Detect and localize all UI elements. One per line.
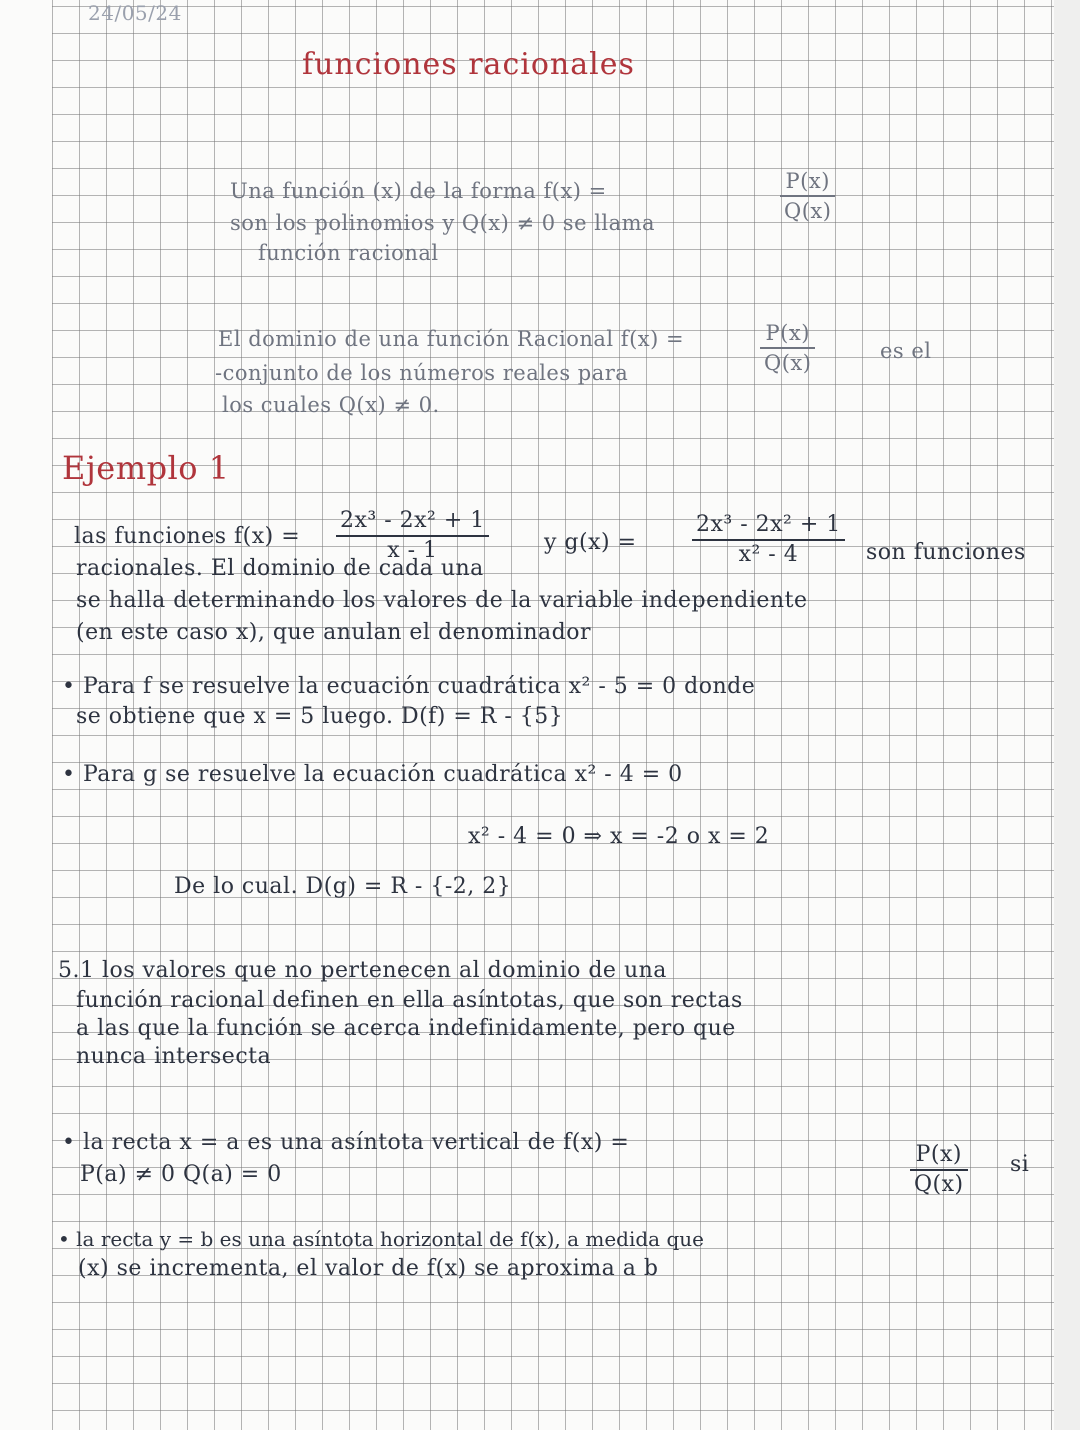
domain-fraction-denominator: Q(x) <box>764 351 812 375</box>
domain-line-2: -conjunto de los números reales para <box>215 361 629 385</box>
vertical-fraction-numerator: P(x) <box>910 1142 968 1171</box>
definition-fraction-denominator: Q(x) <box>784 199 832 223</box>
example-line-3: se halla determinando los valores de la variable independiente <box>76 588 808 613</box>
example-line-1: las funciones f(x) = <box>74 524 301 549</box>
horizontal-asymptote-line-1: • la recta y = b es una asíntota horizontal de f(x), a medida que <box>58 1227 704 1251</box>
g-numerator: 2x³ - 2x² + 1 <box>692 512 845 541</box>
example-mid: y g(x) = <box>544 530 637 555</box>
date: 24/05/24 <box>88 1 182 25</box>
definition-fraction-numerator: P(x) <box>780 168 835 197</box>
bullet-g-line-1: • Para g se resuelve la ecuación cuadrática x² - 4 = 0 <box>62 762 683 787</box>
asymptotes-line-3: a las que la función se acerca indefinidamente, pero que <box>76 1016 736 1041</box>
example-line-1-suffix: son funciones <box>866 540 1026 565</box>
vertical-fraction <box>910 1142 968 1198</box>
g-denominator: x² - 4 <box>738 542 799 567</box>
definition-line-3: función racional <box>258 241 439 265</box>
definition-fraction <box>780 168 835 224</box>
g-fraction <box>692 512 845 568</box>
page-title: funciones racionales <box>302 47 635 82</box>
asymptotes-line-4: nunca intersecta <box>76 1044 272 1069</box>
definition-line-2: son los polinomios y Q(x) ≠ 0 se llama <box>230 211 656 235</box>
example-line-2: racionales. El dominio de cada una <box>76 556 484 581</box>
bullet-g-line-2: x² - 4 = 0 ⇒ x = -2 o x = 2 <box>468 824 770 849</box>
vertical-asymptote-line-1: • la recta x = a es una asíntota vertical de f(x) = <box>62 1130 630 1155</box>
domain-line-1-suffix: es el <box>880 339 932 363</box>
domain-fraction-numerator: P(x) <box>760 320 815 349</box>
bullet-f-line-2: se obtiene que x = 5 luego. D(f) = R - {5} <box>76 704 564 729</box>
domain-fraction <box>760 320 815 376</box>
bullet-g-line-3: De lo cual. D(g) = R - {-2, 2} <box>174 874 512 899</box>
vertical-asymptote-suffix: si <box>1010 1152 1030 1177</box>
f-numerator: 2x³ - 2x² + 1 <box>336 508 489 537</box>
domain-line-1: El dominio de una función Racional f(x) = <box>218 327 685 351</box>
example-line-4: (en este caso x), que anulan el denominador <box>76 620 591 645</box>
vertical-fraction-denominator: Q(x) <box>914 1172 964 1197</box>
asymptotes-line-1: 5.1 los valores que no pertenecen al dominio de una <box>58 958 667 983</box>
horizontal-asymptote-line-2: (x) se incrementa, el valor de f(x) se aproxima a b <box>78 1256 659 1281</box>
asymptotes-line-2: función racional definen en ella asíntotas, que son rectas <box>76 988 743 1013</box>
definition-line-1: Una función (x) de la forma f(x) = <box>230 179 607 203</box>
bullet-f-line-1: • Para f se resuelve la ecuación cuadrática x² - 5 = 0 donde <box>62 674 756 699</box>
example-heading: Ejemplo 1 <box>62 449 230 487</box>
domain-line-3: los cuales Q(x) ≠ 0. <box>222 393 440 417</box>
vertical-asymptote-line-2: P(a) ≠ 0 Q(a) = 0 <box>80 1162 282 1187</box>
f-denominator: x - 1 <box>387 538 438 563</box>
